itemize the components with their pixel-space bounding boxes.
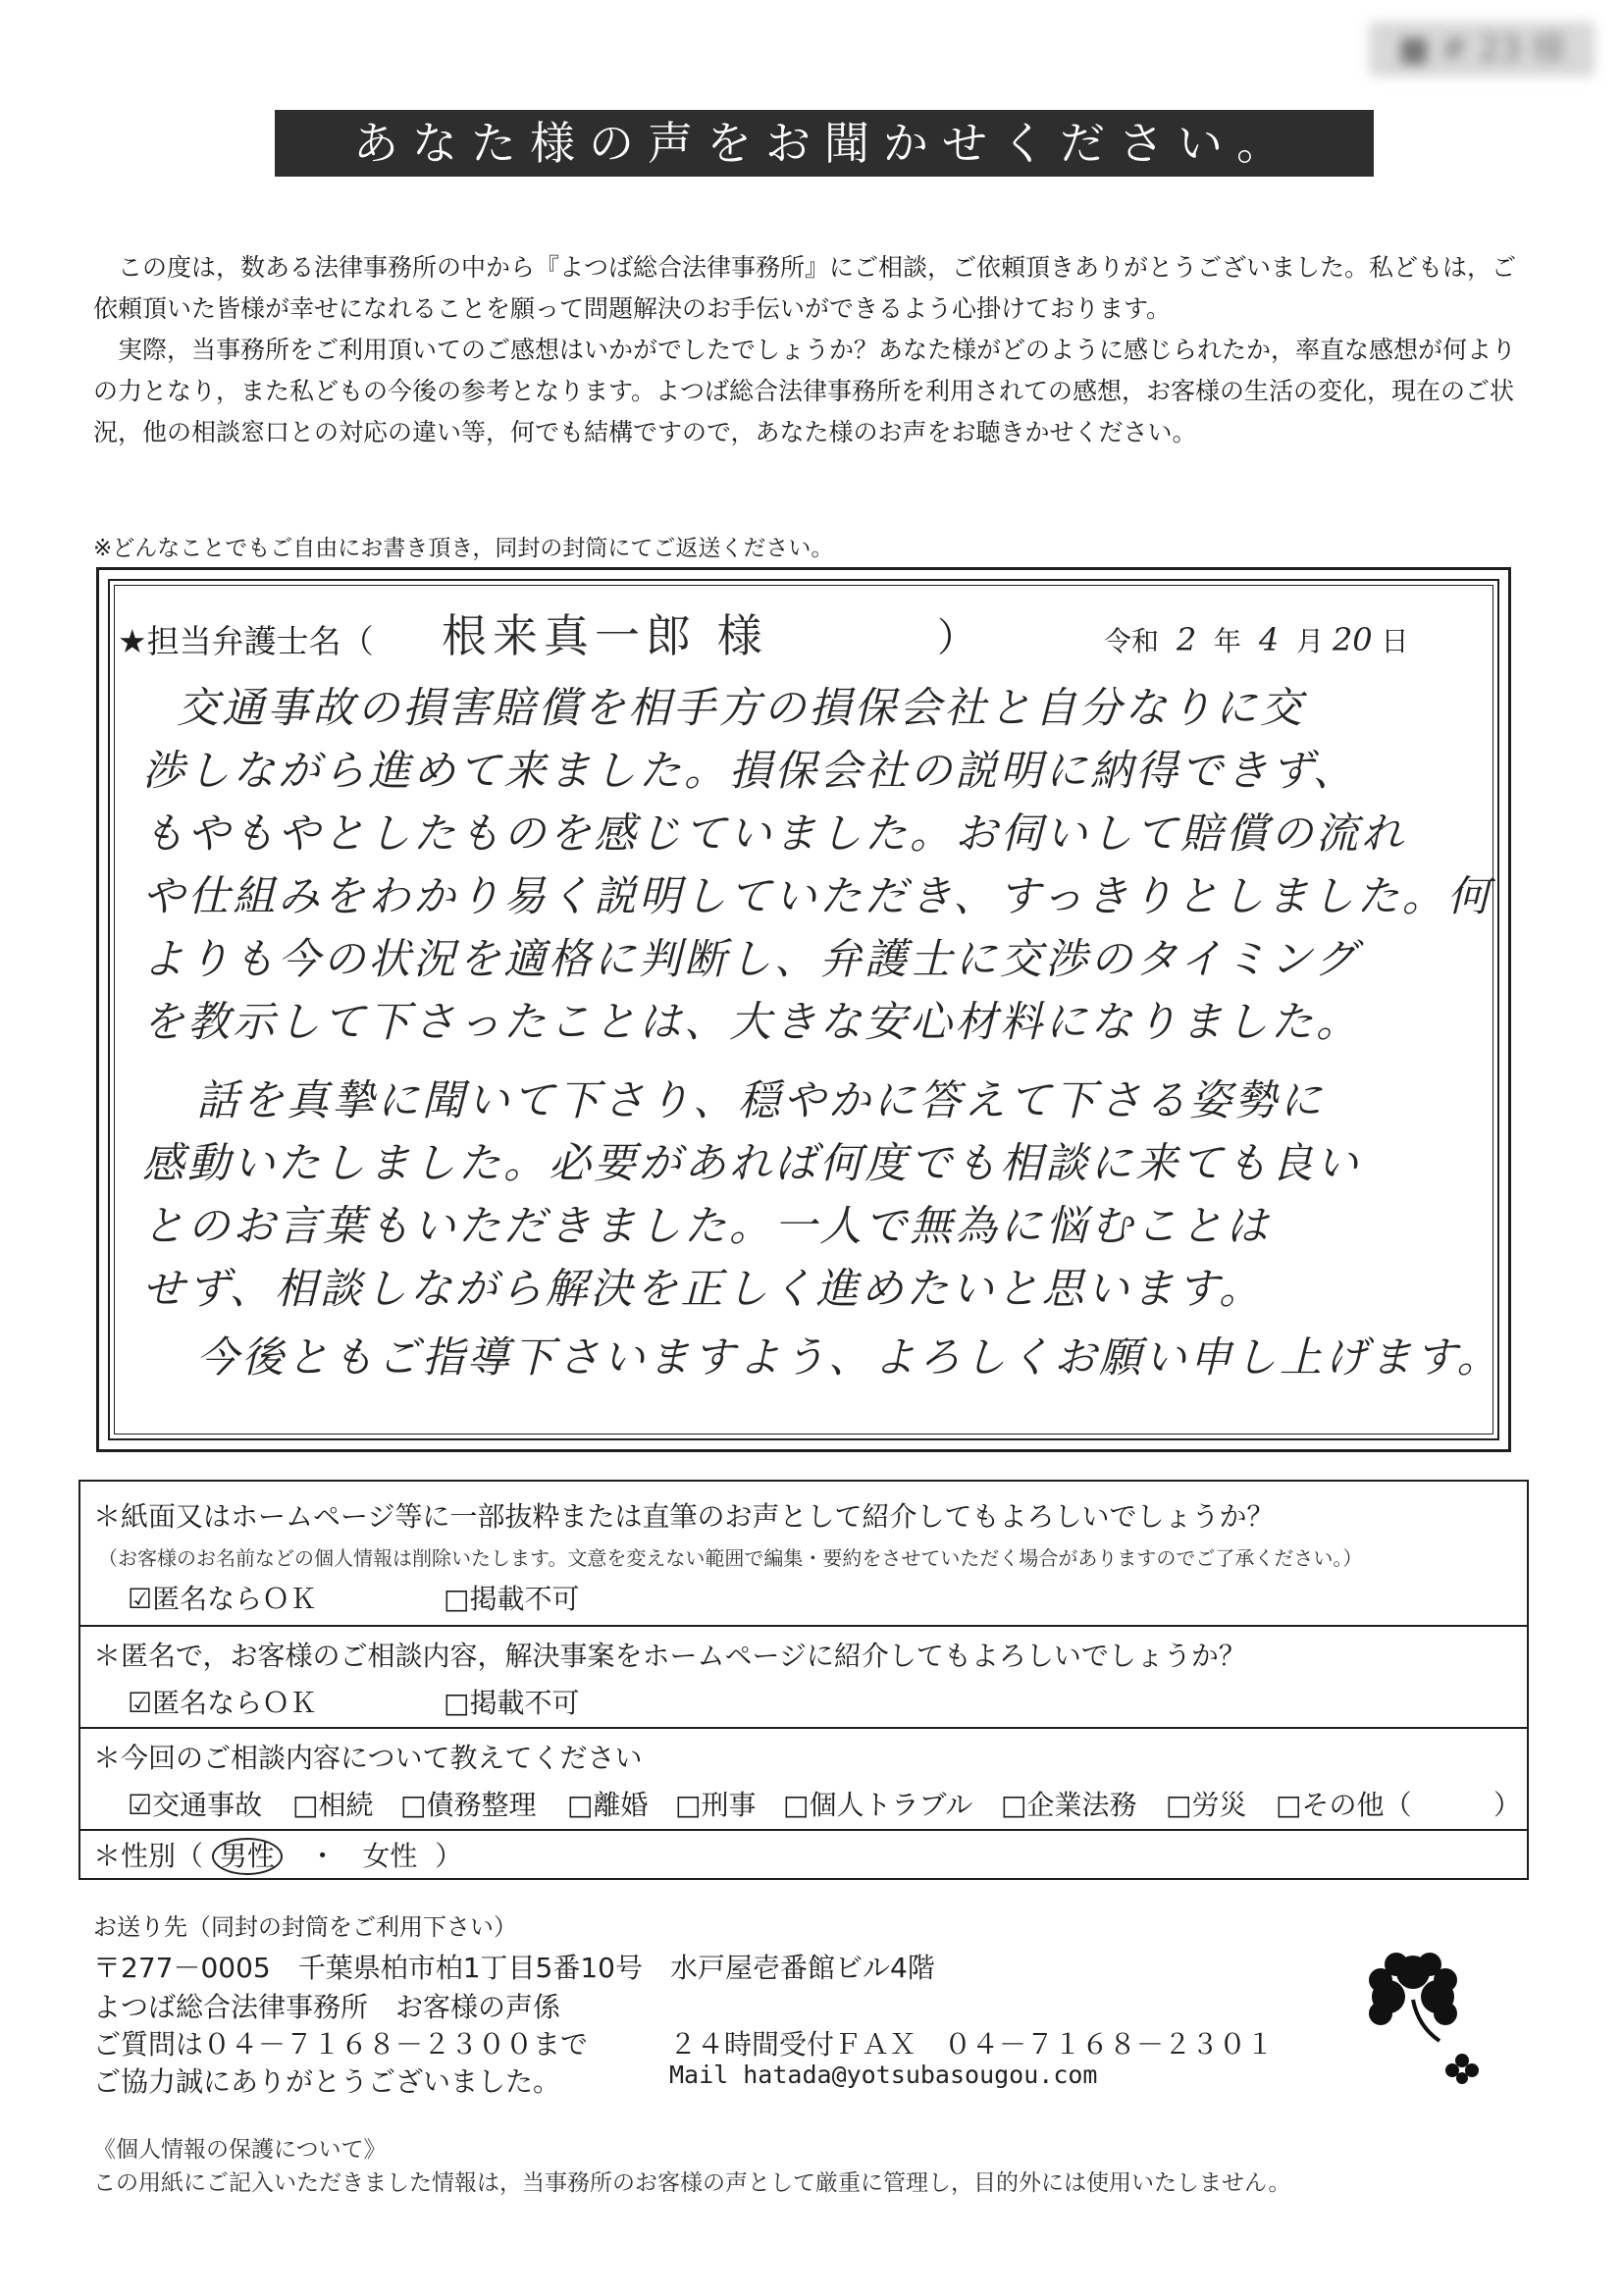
q1-option-anonymous-ok[interactable]: ☑匿名ならＯＫ [128, 1583, 318, 1615]
survey-divider [79, 1829, 1529, 1831]
comment-line: 交通事故の損害賠償を相手方の損保会社と自分なりに交 [177, 684, 1305, 733]
q3-option-criminal[interactable]: □刑事 [675, 1789, 757, 1821]
q3-option-divorce[interactable]: □離婚 [567, 1789, 649, 1821]
date-day: 20 [1332, 621, 1373, 658]
q3-option-other-close: ） [1493, 1789, 1522, 1821]
q3-option-labor-accident[interactable]: □労災 [1166, 1789, 1247, 1821]
question-1: ＊紙面又はホームページ等に一部抜粋または直筆のお声として紹介してもよろしいでしょうか？ [93, 1500, 1275, 1533]
lawyer-paren-close: ） [937, 615, 976, 660]
intro-paragraph-2: 実際，当事務所をご利用頂いてのご感想はいかがでしたでしょうか？あなた様がどのように感じられたか，率直な感想が何よりの力となり，また私どもの今後の参考となります。よつば総合法律事務所を利用されての感想，お客様の生活の変化，現在のご状況，他の相談窓口との対応の違い等，何でも結構ですので，あなた様のお声をお聴きかせください。 [93, 336, 1517, 446]
comment-line: 話を真摯に聞いて下さり、穏やかに答えて下さる姿勢に [196, 1076, 1325, 1125]
date-day-unit: 日 [1381, 625, 1409, 657]
q3-option-personal-trouble[interactable]: □個人トラブル [783, 1789, 973, 1821]
intro-text [93, 247, 1536, 453]
survey-divider [79, 1727, 1529, 1729]
gender-close: ） [435, 1840, 463, 1872]
comment-line: を教示して下さったことは、大きな安心材料になりました。 [142, 998, 1361, 1047]
question-1-note: （お客様のお名前などの個人情報は削除いたします。文意を変えない範囲で編集・要約をさせていただく場合がありますのでご了承ください。） [98, 1546, 1363, 1570]
page-title: あなた様の声をお聞かせください。 [275, 110, 1374, 177]
date-year-unit: 年 [1214, 625, 1242, 657]
date-field [1104, 620, 1409, 659]
small-clover-icon [1442, 2051, 1482, 2090]
q3-option-other[interactable]: □その他（ [1276, 1789, 1412, 1821]
gender-male-selected[interactable]: 男性 [212, 1838, 283, 1875]
fax: ２４時間受付ＦＡＸ ０４－７１６８－２３０１ [669, 2028, 1275, 2061]
date-month: 4 [1258, 621, 1280, 658]
comment-line: 感動いたしました。必要があれば何度でも相談に来ても良い [142, 1139, 1361, 1188]
mail-address[interactable]: Mail hatada@yotsubasougou.com [669, 2061, 1098, 2089]
phone: ご質問は０４－７１６８－２３００まで [93, 2028, 589, 2061]
date-era: 令和 [1104, 625, 1160, 657]
survey-divider [79, 1625, 1529, 1627]
q3-option-inheritance[interactable]: □相続 [292, 1789, 374, 1821]
comment-line: 今後ともご指導下さいますよう、よろしくお願い申し上げます。 [196, 1333, 1502, 1383]
date-year: 2 [1176, 621, 1197, 658]
q1-option-not-allowed[interactable]: □掲載不可 [444, 1583, 580, 1615]
comment-line: とのお言葉もいただきました。一人で無為に悩むことは [142, 1202, 1271, 1251]
question-4 [93, 1835, 462, 1875]
q3-option-traffic-accident[interactable]: ☑交通事故 [128, 1789, 263, 1821]
q3-option-corporate[interactable]: □企業法務 [1001, 1789, 1137, 1821]
address: 〒277－0005 千葉県柏市柏1丁目5番10号 水戸屋壱番館ビル4階 [93, 1952, 935, 1984]
comment-line: よりも今の状況を適格に判断し、弁護士に交渉のタイミング [142, 935, 1360, 984]
q2-option-anonymous-ok[interactable]: ☑匿名ならＯＫ [128, 1687, 318, 1719]
comment-line: 渉しながら進めて来ました。損保会社の説明に納得できず、 [142, 747, 1358, 796]
lawyer-name: 根来真一郎 様 [442, 609, 768, 662]
blurred-stamp: ■ # 23 様 [1369, 22, 1595, 77]
intro-note: ※どんなことでもご自由にお書き頂き，同封の封筒にてご返送ください。 [93, 536, 834, 561]
date-month-unit: 月 [1296, 625, 1325, 657]
privacy-title: 《個人情報の保護について》 [93, 2137, 387, 2163]
gender-female[interactable]: 女性 [362, 1840, 418, 1872]
comment-line: せず、相談しながら解決を正しく進めたいと思います。 [142, 1265, 1265, 1314]
comment-line: もやもやとしたものを感じていました。お伺いして賠償の流れ [142, 809, 1406, 859]
comment-line: や仕組みをわかり易く説明していただき、すっきりとしました。何 [142, 872, 1492, 921]
q3-option-debt[interactable]: □債務整理 [400, 1789, 537, 1821]
gender-separator: ・ [308, 1840, 337, 1872]
clover-icon [1359, 1943, 1467, 2051]
thanks: ご協力誠にありがとうございました。 [93, 2065, 561, 2098]
gender-label: ＊性別（ [93, 1840, 204, 1872]
send-to-label: お送り先（同封の封筒をご利用下さい） [93, 1913, 517, 1941]
privacy-text: この用紙にご記入いただきました情報は，当事務所のお客様の声として厳重に管理し，目的外には使用いたしません。 [93, 2170, 1291, 2196]
lawyer-label: ★担当弁護士名（ [118, 622, 374, 660]
office-name: よつば総合法律事務所 お客様の声係 [93, 1991, 561, 2023]
question-2: ＊匿名で，お客様のご相談内容，解決事案をホームページに紹介してもよろしいでしょうか？ [93, 1640, 1246, 1672]
question-3: ＊今回のご相談内容について教えてください [93, 1742, 643, 1774]
q2-option-not-allowed[interactable]: □掲載不可 [444, 1687, 580, 1719]
intro-paragraph-1: この度は，数ある法律事務所の中から『よつば総合法律事務所』にご相談，ご依頼頂きありがとうございました。私どもは，ご依頼頂いた皆様が幸せになれることを願って問題解決のお手伝いができるよう心掛けております。 [93, 253, 1517, 323]
